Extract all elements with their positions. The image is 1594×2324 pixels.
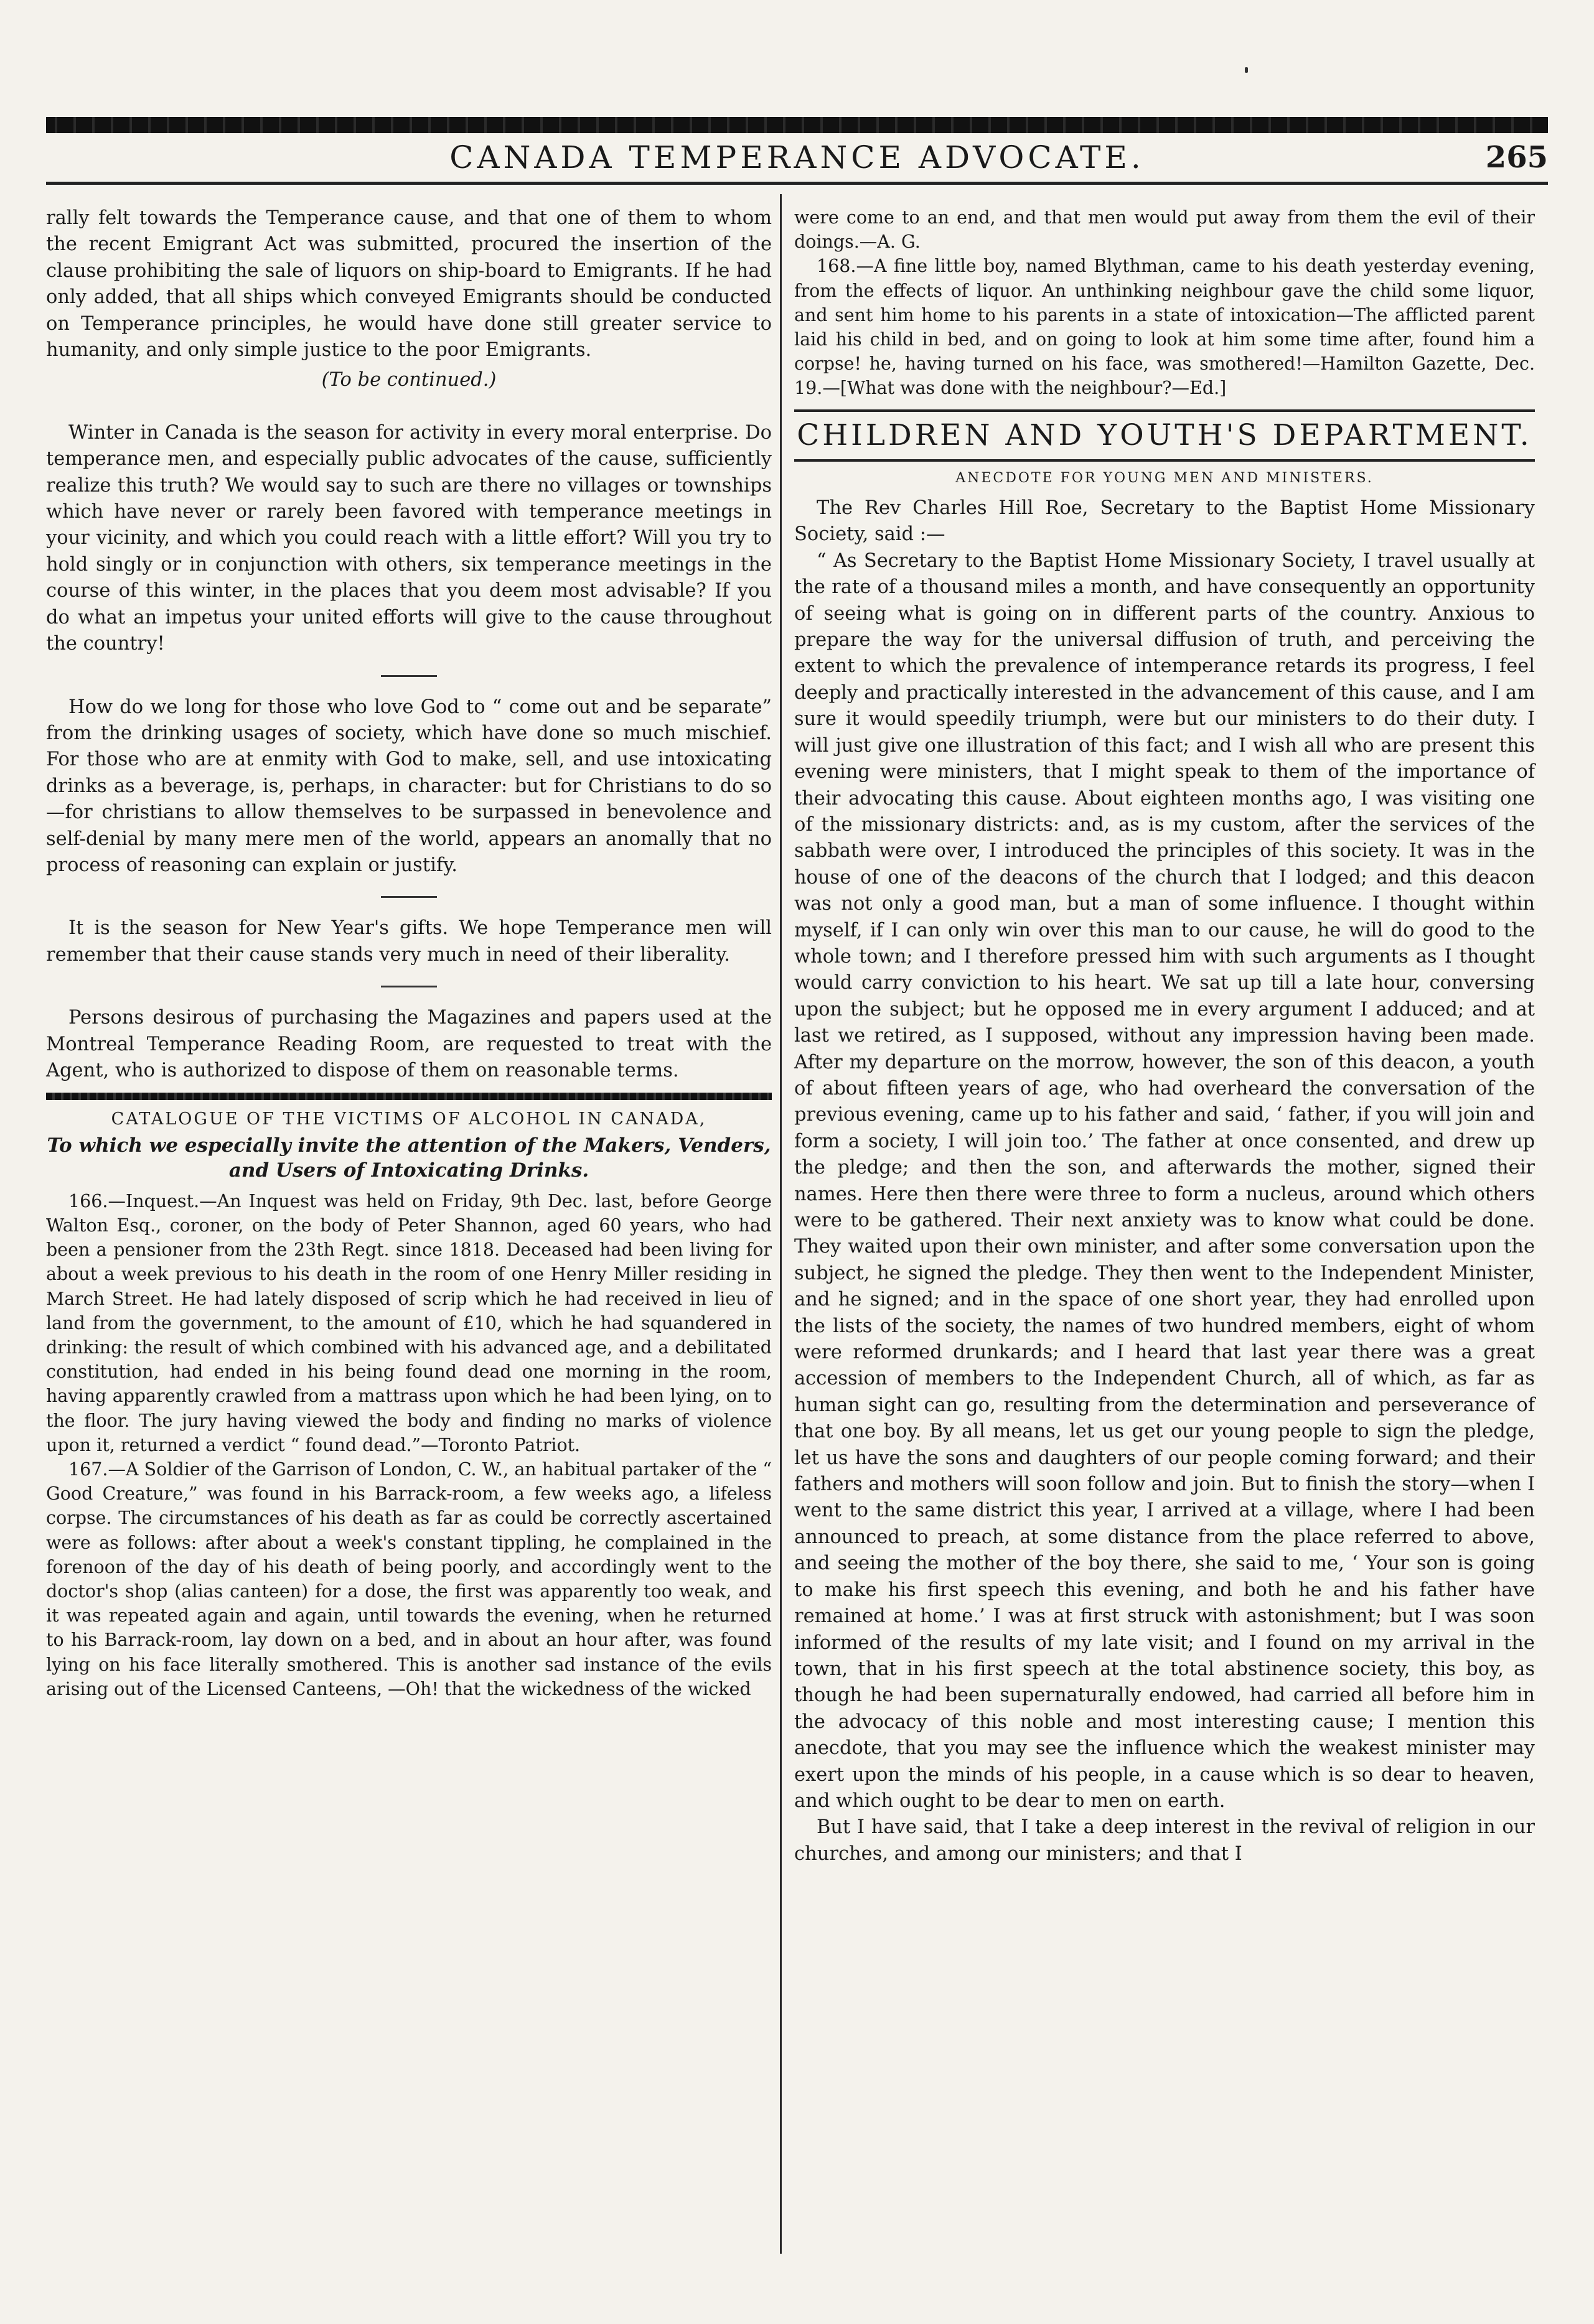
ink-speck [1245,67,1248,73]
to-be-continued: (To be continued.) [321,369,497,391]
page-number: 265 [1485,140,1548,175]
section-subtitle: ANECDOTE FOR YOUNG MEN AND MINISTERS. [955,470,1374,486]
anecdote-body: “ As Secretary to the Baptist Home Missionary Society, I travel usually at the rate of a thousand miles a month, and have consequently an opportunity of seeing what is going on in different parts of the country. Anxious to prepare the way for the universal diffusion of truth, and perceiving the extent to which the prevalence of intemperance retards its progress, I feel deeply and practically interested in the advancement of this cause, and I am sure it would speedily triumph, were but our ministers to do their duty. I will just give one illustration of this fact; and I wish all who are present this evening were ministers, that I might speak to them of the importance of their advocating this cause. About eighteen months ago, I was visiting one of the missionary districts: and, as is my custom, after the services of the sabbath were over, I introduced the principles of this society. It was in the house of one of the deacons of the church that I lodged; and this deacon was not only a good man, but a man of some influence. I thought within myself, if I can only win over this man to our cause, he will do good to the whole town; and I therefore pressed him with such arguments as I thought would carry conviction to his heart. We sat up till a late hour, conversing upon the subject; but he opposed me in every argument I adduced; and at last we retired, as I supposed, without any impression having been made. After my departure on the morrow, however, the son of this deacon, a youth of about fifteen years of age, who had overheard the conversation of the previous evening, came up to his father and said, ‘ father, if you will join and form a society, I will join too.’ The father at once consented, and drew up the pledge; and then the son, and afterwards the mother, signed their names. Here then there were three to form a nucleus, around which others were to be gathered. Their next anxiety was to know what could be done. They waited upon their own minister, and after some conversation upon the subject, he signed the pledge. They then went to the Independent Minister, and he signed; and in the space of one short year, they had enrolled upon the lists of the society, the names of two hundred members, eight of whom were reformed drunkards; and I heard that last year there was a great accession of members to the Independent Church, all of which, as far as human sight can go, resulting from the determination and perseverance of that one boy. By all means, let us get our young people to sign the pledge, let us have the sons and daughters of our people coming forward; and their fathers and mothers will soon follow and join. But to finish the story—when I went to the same district this year, I arrived at a village, where I had been announced to preach, at some distance from the place referred to above, and seeing the mother of the boy there, she said to me, ‘ Your son is going to make his first speech this evening, and both he and his father have remained at home.’ I was at first struck with astonishment; but I was soon informed of the results of my late visit; and I found on my arrival in the town, that in his first speech at the total abstinence society, this boy, as though he had been supernaturally endowed, had carried all before him in the advocacy of this noble and most interesting cause; I mention this anecdote, that you may see the influence which the weakest minister may exert upon the minds of his people, in a cause which is so dear to heaven, and which ought to be dear to men on earth. [794,549,1535,1812]
separator [381,675,437,677]
left-column [46,205,772,1701]
column-divider [780,194,782,2254]
spacer [46,394,772,420]
catalogue-subheading: To which we especially invite the attention of the Makers, Venders, and Users of Intoxicating Drinks. [47,1134,771,1182]
publication-title: CANADA TEMPERANCE ADVOCATE. [449,139,1145,175]
entry-continuation: were come to an end, and that men would put away from them the evil of their doings.—A. G. [794,207,1535,253]
catalogue-heading: CATALOGUE OF THE VICTIMS OF ALCOHOL IN CANADA, [111,1109,707,1129]
header-rule [46,182,1548,185]
article-continuation: rally felt towards the Temperance cause, and that one of them to whom the recent Emigrant Act was submitted, procured the insertion of the clause prohibiting the sale of liquors on ship-board to Emigrants. If he had only added, that all ships which conveyed Emigrants should be conducted on Temperance principles, he would have done still greater service to humanity, and only simple justice to the poor Emigrants. [46,207,772,362]
entry-168: 168.—A fine little boy, named Blythman, came to his death yesterday evening, from the effects of liquor. An unthinking neighbour gave the child some liquor, and sent him home to his parents in a state of intoxication—The afflicted parent laid his child in bed, and on going to look at him some time after, found him a corpse! he, having turned on his face, was smothered!—Hamilton Gazette, Dec. 19.—[What was done with the neighbour?—Ed.] [794,256,1535,399]
section-title: CHILDREN AND YOUTH'S DEPARTMENT. [794,409,1535,462]
top-decorative-rule [46,117,1548,133]
right-column [794,205,1535,1867]
separator [381,896,437,898]
entry-166: 166.—Inquest.—An Inquest was held on Friday, 9th Dec. last, before George Walton Esq., coroner, on the body of Peter Shannon, aged 60 years, who had been a pensioner from the 23th Regt. since 1818. Deceased had been living for about a week previous to his death in the room of one Henry Miller residing in March Street. He had lately disposed of scrip which he had received in lieu of land from the government, to the amount of £10, which he had squandered in drinking: the result of which combined with his advanced age, and a debilitated constitution, had ended in his being found dead one morning in the room, having apparently crawled from a mattrass upon which he had been lying, on to the floor. The jury having viewed the body and finding no marks of violence upon it, returned a verdict “ found dead.”—Toronto Patriot. [46,1190,772,1455]
anecdote-final: But I have said, that I take a deep interest in the revival of religion in our churches, and among our ministers; and that I [794,1816,1535,1865]
paragraph-come-out: How do we long for those who love God to “ come out and be separate” from the drinking usages of society, which have done so much mischief. For those who are at enmity with God to make, sell, and use intoxicating drinks as a beverage, is, perhaps, in character: but for Christians to do so—for christians to allow themselves to be surpassed in benevolence and self-denial by many mere men of the world, appears an anomally that no process of reasoning can explain or justify. [46,696,772,876]
paragraph-reading-room: Persons desirous of purchasing the Magazines and papers used at the Montreal Temperance Reading Room, are requested to treat with the Agent, who is authorized to dispose of them on reasonable terms. [46,1007,772,1081]
anecdote-intro: The Rev Charles Hill Roe, Secretary to the Baptist Home Missionary Society, said :— [794,497,1535,546]
page-header [46,138,1548,177]
separator [381,986,437,987]
paragraph-winter: Winter in Canada is the season for activity in every moral enterprise. Do temperance men, and especially public advocates of the cause, sufficiently realize this truth? We would say to such are there no villages or townships which have never or rarely been favored with temperance meetings in your vicinity, and which you could reach with a little effort? Will you try to hold singly or in conjunction with others, six temperance meetings in the course of this winter, in the places that you deem most advisable? If you do what an impetus your united efforts will give to the cause throughout the country! [46,421,772,655]
paragraph-new-year: It is the season for New Year's gifts. We hope Temperance men will remember that their cause stands very much in need of their liberality. [46,917,772,966]
entry-167: 167.—A Soldier of the Garrison of London, C. W., an habitual partaker of the “ Good Creature,” was found in his Barrack-room, a few weeks ago, a lifeless corpse. The circumstances of his death as far as could be correctly ascertained were as follows: after about a week's constant tippling, he complained in the forenoon of the day of his death of being poorly, and accordingly went to the doctor's shop (alias canteen) for a dose, the first was apparently too weak, and it was repeated again and again, until towards the evening, when he returned to his Barrack-room, lay down on a bed, and in about an hour after, was found lying on his face literally smothered. This is another sad instance of the evils arising out of the Licensed Canteens, —Oh! that the wickedness of the wicked [46,1459,772,1699]
section-rule [46,1093,772,1100]
